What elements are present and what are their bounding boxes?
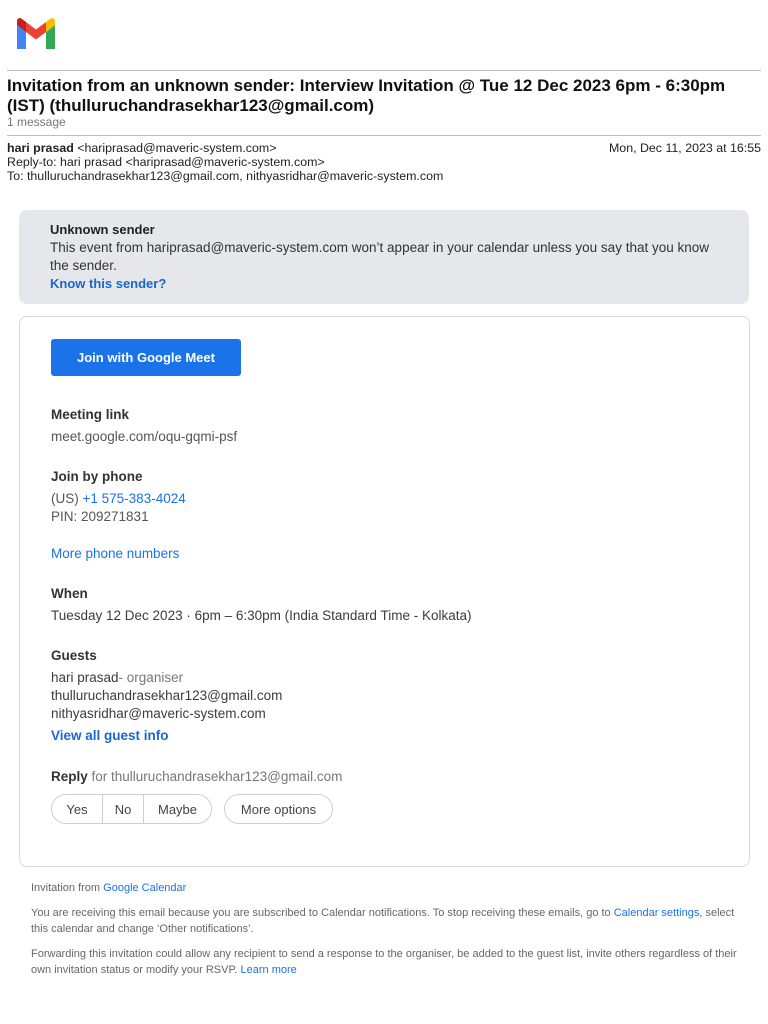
email-subject: Invitation from an unknown sender: Interview Invitation @ Tue 12 Dec 2023 6pm - 6:30pm (IST) (thulluruchandrasekhar123@gmail.com) <box>7 76 726 115</box>
calendar-settings-link[interactable]: Calendar settings <box>613 907 700 919</box>
email-date: Mon, Dec 11, 2023 at 16:55 <box>608 141 761 155</box>
message-divider <box>7 135 761 136</box>
phone-number-link[interactable]: +1 575-383-4024 <box>82 491 186 506</box>
rsvp-yes-button[interactable]: Yes <box>66 801 88 817</box>
reply-line <box>51 769 342 784</box>
join-phone-label: Join by phone <box>51 469 143 484</box>
forwarding-text: Forwarding this invitation could allow any recipient to send a response to the organiser, be added to the guest list, invite others regardless of their own invitation status or modify your RSVP. <box>31 948 737 976</box>
phone-country: (US) <box>51 491 79 506</box>
guest-role: - organiser <box>118 670 184 685</box>
join-google-meet-button[interactable]: Join with Google Meet <box>51 339 241 376</box>
message-count: 1 message <box>7 115 66 129</box>
banner-text: This event from hariprasad@maveric-system.com won’t appear in your calendar unless you say that you know the sender. <box>50 240 709 273</box>
header-divider <box>7 70 761 71</box>
gmail-logo-icon <box>14 16 58 50</box>
sender-address: <hariprasad@maveric-system.com> <box>77 141 277 155</box>
guest-organiser <box>51 670 183 685</box>
guests-label: Guests <box>51 648 97 663</box>
from-line <box>7 141 276 155</box>
learn-more-link[interactable]: Learn more <box>240 963 297 976</box>
receiving-suffix: , select this calendar and change ‘Other notifications’. <box>31 907 735 935</box>
guest-item: thulluruchandrasekhar123@gmail.com <box>51 688 283 703</box>
event-card <box>19 316 750 867</box>
to-line: To: thulluruchandrasekhar123@gmail.com, nithyasridhar@maveric-system.com <box>7 169 444 183</box>
guest-item: nithyasridhar@maveric-system.com <box>51 706 266 721</box>
rsvp-maybe-button[interactable]: Maybe <box>143 795 211 823</box>
rsvp-group <box>51 794 212 824</box>
more-phone-numbers-link[interactable]: More phone numbers <box>51 546 180 561</box>
meeting-link-label: Meeting link <box>51 407 130 422</box>
unknown-sender-banner <box>19 210 749 304</box>
know-sender-link[interactable]: Know this sender? <box>50 276 167 291</box>
receiving-text: You are receiving this email because you are subscribed to Calendar notifications. To stop receiving these emails, go to <box>31 907 611 919</box>
invitation-source <box>31 881 743 897</box>
event-time: Tuesday 12 Dec 2023 · 6pm – 6:30pm (India Standard Time - Kolkata) <box>51 608 472 623</box>
banner-title: Unknown sender <box>50 222 155 237</box>
reply-to-line: Reply-to: hari prasad <hariprasad@maveric-system.com> <box>7 155 325 169</box>
phone-line <box>51 491 186 506</box>
sender-name: hari prasad <box>7 141 74 155</box>
reply-label: Reply <box>51 769 88 784</box>
guest-name: hari prasad <box>51 670 119 685</box>
google-calendar-link[interactable]: Google Calendar <box>103 882 187 894</box>
receiving-notice <box>31 906 743 937</box>
rsvp-no-button[interactable]: No <box>102 795 143 823</box>
reply-for: for thulluruchandrasekhar123@gmail.com <box>91 769 343 784</box>
invite-prefix: Invitation from <box>31 882 101 894</box>
when-label: When <box>51 586 88 601</box>
phone-pin: PIN: 209271831 <box>51 509 149 524</box>
meeting-link[interactable]: meet.google.com/oqu-gqmi-psf <box>51 429 238 444</box>
forwarding-notice <box>31 947 743 978</box>
view-guest-info-link[interactable]: View all guest info <box>51 728 169 743</box>
more-options-button[interactable]: More options <box>224 794 333 824</box>
